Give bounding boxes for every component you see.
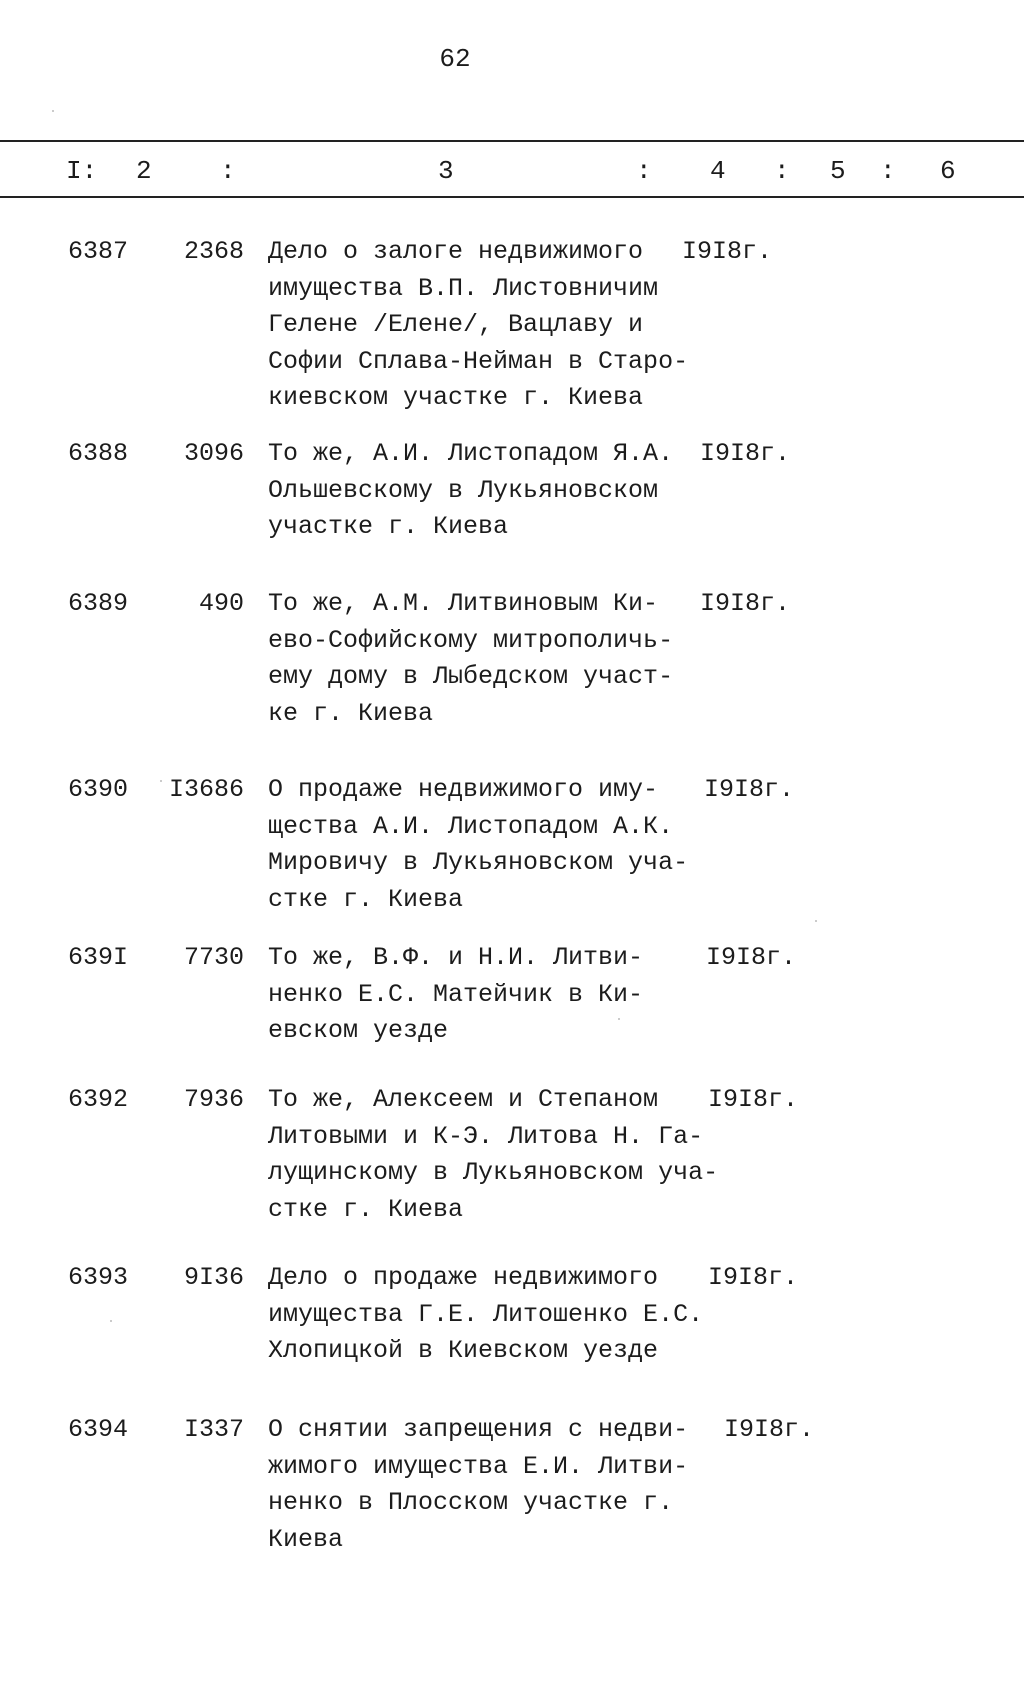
entry-old-number: I337 [183,1415,244,1444]
entry-year: I9I8г. [708,1085,799,1114]
entry-title-line: То же, В.Ф. и Н.И. Литви- [268,943,644,972]
entry-title-line: ненко в Плосском участке г. [268,1488,674,1517]
entry-title-line: То же, А.И. Листопадом Я.А. [268,439,674,468]
entry-title [268,1260,708,1370]
entry-title-line: Литовыми и К-Э. Литова Н. Га- [268,1121,704,1151]
entry-title-line: ему дому в Лыбедском участ- [268,662,674,691]
entry-title-line: Софии Сплава-Нейман в Старо- [268,346,689,376]
entry-title-line: ево-Софийскому митрополичь- [268,625,674,655]
entry-title-line: То же, Алексеем и Степаном [268,1085,659,1114]
entry-title-line: Дело о залоге недвижимого [268,237,644,266]
entry-title [268,772,708,918]
header-separator-4: : [880,156,896,186]
entry-old-number: 2368 [183,237,244,266]
header-col-6: 6 [940,156,956,186]
entry-year: I9I8г. [704,775,795,804]
entry-old-number: I3686 [168,775,244,804]
header-top-rule [0,140,1024,142]
entry-title-line: участке г. Киева [268,512,509,541]
entry-year: I9I8г. [682,237,773,266]
entry-year: I9I8г. [708,1263,799,1292]
entry-title-line: О снятии запрещения с недви- [268,1415,689,1444]
header-col-4: 4 [710,156,726,186]
entry-title-line: ке г. Киева [268,698,434,728]
entry-title-line: Мировичу в Лукьяновском уча- [268,848,689,877]
entry-number: 6393 [68,1263,129,1292]
entry-title [268,1082,719,1228]
entry-title-line: лущинскому в Лукьяновском уча- [268,1158,719,1187]
entry-title [268,1412,708,1558]
entry-title-line: евском уезде [268,1016,449,1045]
entry-title-line: Гелене /Елене/, Вацлаву и [268,310,644,339]
header-col-1: I: [66,156,98,186]
entry-title-line: Хлопицкой в Киевском уезде [268,1336,659,1365]
scan-speck [52,110,54,112]
entry-old-number: 9I36 [183,1263,244,1292]
entry-number: 6392 [68,1085,129,1114]
entry-title-line: киевском участке г. Киева [268,383,644,412]
entry-year: I9I8г. [724,1415,815,1444]
entry-title [268,234,708,417]
entry-title-line: стке г. Киева [268,884,464,914]
entry-title [268,436,708,546]
entry-old-number: 490 [198,589,244,618]
entry-old-number: 7730 [183,943,244,972]
header-col-5: 5 [830,156,846,186]
entry-old-number: 3096 [183,439,244,468]
entry-number: 6389 [68,589,129,618]
scan-speck [160,780,162,782]
entry-title-line: имущества Г.Е. Литошенко Е.С. [268,1299,704,1329]
header-col-2: 2 [136,156,152,186]
entry-title [268,940,708,1050]
page-number: 62 [439,44,471,74]
header-separator-2: : [636,156,652,186]
header-bottom-rule [0,196,1024,198]
entry-number: 6387 [68,237,129,266]
entry-year: I9I8г. [706,943,797,972]
entry-title-line: стке г. Киева [268,1194,464,1224]
entry-title-line: Киева [268,1524,344,1554]
entry-number: 6390 [68,775,129,804]
scan-speck [110,1320,112,1322]
entry-title-line: щества А.И. Листопадом А.К. [268,811,674,841]
header-separator-1: : [220,156,236,186]
entry-number: 639I [68,943,129,972]
header-col-3: 3 [438,156,454,186]
header-separator-3: : [774,156,790,186]
entry-title-line: То же, А.М. Литвиновым Ки- [268,589,659,618]
entry-number: 6388 [68,439,129,468]
entry-title-line: О продаже недвижимого иму- [268,775,659,804]
entry-title [268,586,708,732]
entry-title-line: имущества В.П. Листовничим [268,273,659,303]
entry-title-line: ненко Е.С. Матейчик в Ки- [268,979,644,1009]
entry-old-number: 7936 [183,1085,244,1114]
entry-number: 6394 [68,1415,129,1444]
entry-title-line: Дело о продаже недвижимого [268,1263,659,1292]
entry-title-line: Ольшевскому в Лукьяновском [268,475,659,505]
entry-year: I9I8г. [700,589,791,618]
entry-title-line: жимого имущества Е.И. Литви- [268,1451,689,1481]
scan-speck [618,1018,620,1020]
scan-speck [815,920,817,922]
entry-year: I9I8г. [700,439,791,468]
